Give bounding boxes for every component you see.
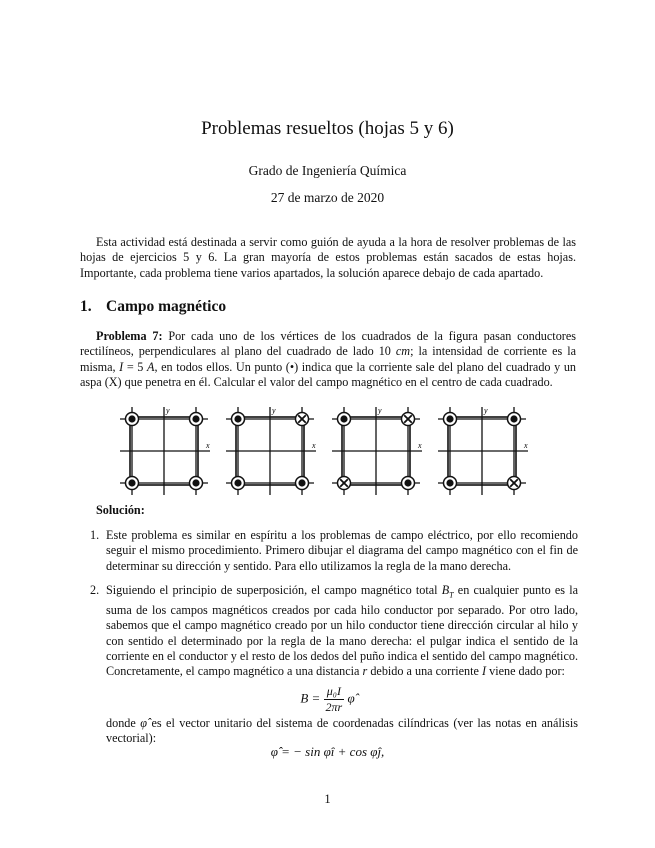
square-diagram: [120, 406, 210, 495]
dot-center: [192, 479, 199, 486]
section-heading: [80, 298, 226, 316]
dot-center: [446, 479, 453, 486]
section-title: Campo magnético: [106, 298, 227, 315]
problem-statement: [80, 329, 576, 391]
solution-item-number: 1.: [90, 528, 100, 542]
eq1-fraction: [324, 684, 345, 715]
squares-figure: [120, 405, 540, 495]
solution-list: [80, 528, 578, 574]
square-diagram: [332, 406, 422, 495]
document-author: Grado de Ingeniería Química: [248, 163, 407, 178]
solution-item-number: 2.: [90, 583, 100, 597]
y-axis-label: y: [378, 406, 382, 415]
square-diagram: [438, 406, 528, 495]
eq1-lhs: B =: [300, 690, 321, 706]
problem-text-3: , en todos ellos. Un punto (•) indica que la corriente sale del plano del cuadrado y un aspa (X) que penetra en él. Calcular el valor del campo magnético en el centro de cada cuadrado.: [80, 359, 577, 390]
y-axis-label: y: [166, 406, 170, 415]
dot-center: [192, 415, 199, 422]
y-axis-label: y: [484, 406, 488, 415]
var-I: I: [481, 664, 487, 679]
document-date: 27 de marzo de 2020: [270, 190, 385, 205]
field-symbol: $B_T$: [441, 583, 454, 600]
dot-center: [234, 479, 241, 486]
x-axis-label: x: [206, 441, 210, 450]
solution-text-d: viene dado por:: [489, 664, 565, 679]
problem-text-2: ; la intensidad de corriente es la misma,: [80, 344, 576, 374]
phi-hat: φ̂: [140, 716, 147, 730]
page-number: 1: [324, 792, 331, 806]
solution-text-c: debido a una corriente: [370, 664, 479, 679]
problem-text-1: Por cada uno de los vértices de los cuadrados de la figura pasan conductores rectilíneos, perpendiculares al plano del cuadrado de lado 10: [80, 329, 577, 359]
problem-label: Problema 7:: [96, 329, 163, 343]
dot-center: [298, 479, 305, 486]
solution-text-a: Siguiendo el principio de superposición, el campo magnético total: [106, 583, 438, 597]
current-symbol: I: [119, 359, 124, 374]
x-axis-label: x: [418, 441, 422, 450]
dot-center: [510, 415, 517, 422]
document-title: Problemas resueltos (hojas 5 y 6): [201, 118, 454, 139]
dot-center: [128, 479, 135, 486]
eq1-rhs: φ̂: [347, 690, 355, 706]
eq1-denominator: 2πr: [325, 700, 343, 714]
equation-field: [0, 684, 655, 715]
dot-center: [340, 415, 347, 422]
unit-ampere: A: [147, 359, 155, 374]
abstract-paragraph: Esta actividad está destinada a servir como guión de ayuda a la hora de resolver problemas de las hojas de ejercicios 5 y 6. La gran mayoría de estos problemas están sacados de estas hojas. Importante, cada problema tiene varios apartados, la solución aparece debajo de cada apartado.: [80, 235, 576, 280]
current-value: = 5: [126, 359, 144, 374]
dot-center: [404, 479, 411, 486]
section-number: 1.: [80, 298, 92, 315]
solution-text-b: en cualquier punto es la suma de los campos magnéticos creados por cada hilo conductor por separado. Por otro lado, sabemos que el campo magnético creado por un hilo conductor tiene dirección circular al hilo y con sentido el determinado por la regla de la mano derecha: el pulgar indica el sentido de la corriente en el conductor y el resto de los dedos del puño indica el sentido del campo magnético. Concretamente, el campo magnético a una distancia: [106, 583, 579, 679]
solution-text-f: es el vector unitario del sistema de coordenadas cilíndricas (ver las notas en análisis vectorial):: [106, 716, 579, 746]
x-axis-label: x: [524, 441, 528, 450]
solution-item-text: Este problema es similar en espíritu a los problemas de campo eléctrico, por ello recomiendo seguir el mismo procedimiento. Primero dibujar el diagrama del campo magnético con el fin de determinar su dirección y sentido. Para ello utilizamos la regla de la mano derecha.: [106, 528, 578, 573]
unit-vector-paragraph: [106, 716, 578, 747]
square-diagram: [226, 406, 316, 495]
solution-label: Solución:: [96, 503, 145, 517]
solution-list-continued: [80, 583, 578, 680]
dot-center: [234, 415, 241, 422]
solution-item-1: [80, 528, 578, 574]
var-r: r: [362, 664, 368, 679]
x-axis-label: x: [312, 441, 316, 450]
dot-center: [128, 415, 135, 422]
dot-center: [446, 415, 453, 422]
equation-unit-vector: φ̂ = − sin φî + cos φĵ,: [270, 744, 385, 759]
eq1-numerator: μ₀I: [324, 684, 345, 700]
y-axis-label: y: [272, 406, 276, 415]
solution-text-e: donde: [106, 716, 136, 730]
solution-item-2: [80, 583, 578, 680]
unit-cm: cm: [395, 344, 411, 359]
